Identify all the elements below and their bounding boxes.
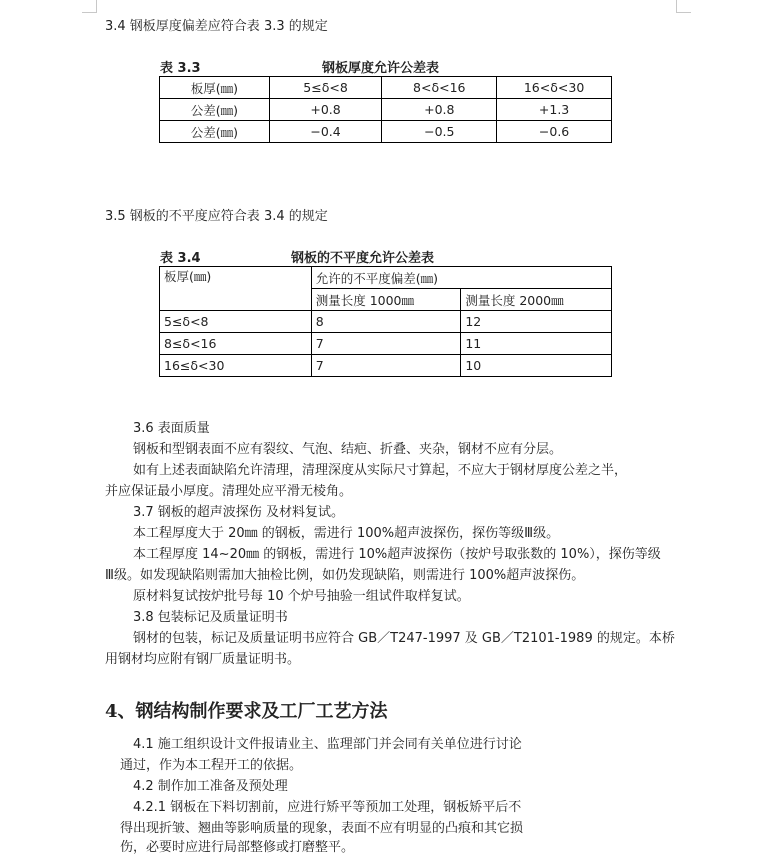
page-corner-mark-left xyxy=(82,0,97,13)
table-row xyxy=(160,121,612,143)
paragraph-line: 伤，必要时应进行局部整修或打磨整平。 xyxy=(120,840,355,855)
table-cell: 5≤δ<8 xyxy=(160,311,312,333)
table-row xyxy=(160,99,612,121)
table-row xyxy=(160,267,612,289)
paragraph-line: 原材料复试按炉批号每 10 个炉号抽验一组试件取样复试。 xyxy=(133,589,470,604)
table-cell: 允许的不平度偏差(㎜) xyxy=(311,267,611,289)
table-row xyxy=(160,355,612,377)
table-3-3 xyxy=(159,76,612,143)
paragraph-line: 本工程厚度大于 20㎜ 的钢板，需进行 100%超声波探伤，探伤等级Ⅲ级。 xyxy=(133,526,560,541)
section-3-8-title: 3.8 包装标记及质量证明书 xyxy=(133,610,288,625)
table-cell: 7 xyxy=(311,355,461,377)
table-cell: 公差(㎜) xyxy=(160,121,270,143)
table-cell: 测量长度 1000㎜ xyxy=(311,289,461,311)
table-cell: 板厚(㎜) xyxy=(160,267,312,311)
table-cell: 8<δ<16 xyxy=(382,77,497,99)
table-cell: 16≤δ<30 xyxy=(160,355,312,377)
chapter-4-title: 4、钢结构制作要求及工厂工艺方法 xyxy=(105,701,388,722)
paragraph-line: 并应保证最小厚度。清理处应平滑无棱角。 xyxy=(105,484,353,499)
table-cell: −0.5 xyxy=(382,121,497,143)
table-3-4 xyxy=(159,266,612,377)
section-3-4-heading: 3.4 钢板厚度偏差应符合表 3.3 的规定 xyxy=(105,19,328,34)
table-cell: 8≤δ<16 xyxy=(160,333,312,355)
table-3-4-title: 钢板的不平度允许公差表 xyxy=(291,251,435,266)
table-cell: 11 xyxy=(461,333,612,355)
section-3-7-title: 3.7 钢板的超声波探伤 及材料复试。 xyxy=(133,505,344,520)
table-cell: −0.4 xyxy=(269,121,382,143)
table-row xyxy=(160,77,612,99)
table-3-4-label: 表 3.4 xyxy=(160,251,201,266)
table-cell: 16<δ<30 xyxy=(497,77,612,99)
table-row xyxy=(160,333,612,355)
paragraph-line: 如有上述表面缺陷允许清理，清理深度从实际尺寸算起，不应大于钢材厚度公差之半， xyxy=(133,463,628,478)
table-cell: 板厚(㎜) xyxy=(160,77,270,99)
paragraph-line: 4.1 施工组织设计文件报请业主、监理部门并会同有关单位进行讨论 xyxy=(133,737,522,752)
paragraph-line: 得出现折皱、翘曲等影响质量的现象，表面不应有明显的凸痕和其它损 xyxy=(120,821,524,836)
table-cell: 公差(㎜) xyxy=(160,99,270,121)
table-cell: 测量长度 2000㎜ xyxy=(461,289,612,311)
table-cell: 12 xyxy=(461,311,612,333)
table-cell: 7 xyxy=(311,333,461,355)
table-cell: +0.8 xyxy=(382,99,497,121)
paragraph-line: Ⅲ级。如发现缺陷则需加大抽检比例，如仍发现缺陷，则需进行 100%超声波探伤。 xyxy=(105,568,585,583)
table-cell: 10 xyxy=(461,355,612,377)
table-3-3-title: 钢板厚度允许公差表 xyxy=(322,61,440,76)
paragraph-line: 用钢材均应附有钢厂质量证明书。 xyxy=(105,652,301,667)
table-3-3-label: 表 3.3 xyxy=(160,61,201,76)
section-3-5-heading: 3.5 钢板的不平度应符合表 3.4 的规定 xyxy=(105,209,328,224)
section-4-2-title: 4.2 制作加工准备及预处理 xyxy=(133,779,288,794)
table-cell: 8 xyxy=(311,311,461,333)
table-cell: −0.6 xyxy=(497,121,612,143)
paragraph-line: 通过，作为本工程开工的依据。 xyxy=(120,758,303,773)
paragraph-line: 本工程厚度 14~20㎜ 的钢板，需进行 10%超声波探伤（按炉号取张数的 10%），探伤等级 xyxy=(133,547,661,562)
paragraph-line: 钢材的包装，标记及质量证明书应符合 GB／T247-1997 及 GB／T2101-1989 的规定。本桥 xyxy=(133,631,675,646)
page-corner-mark-right xyxy=(676,0,691,13)
paragraph-line: 4.2.1 钢板在下料切割前，应进行矫平等预加工处理，钢板矫平后不 xyxy=(133,800,522,815)
table-cell: 5≤δ<8 xyxy=(269,77,382,99)
section-3-6-title: 3.6 表面质量 xyxy=(133,421,210,436)
table-row xyxy=(160,311,612,333)
table-cell: +0.8 xyxy=(269,99,382,121)
paragraph-line: 钢板和型钢表面不应有裂纹、气泡、结疤、折叠、夹杂，钢材不应有分层。 xyxy=(133,442,563,457)
table-cell: +1.3 xyxy=(497,99,612,121)
